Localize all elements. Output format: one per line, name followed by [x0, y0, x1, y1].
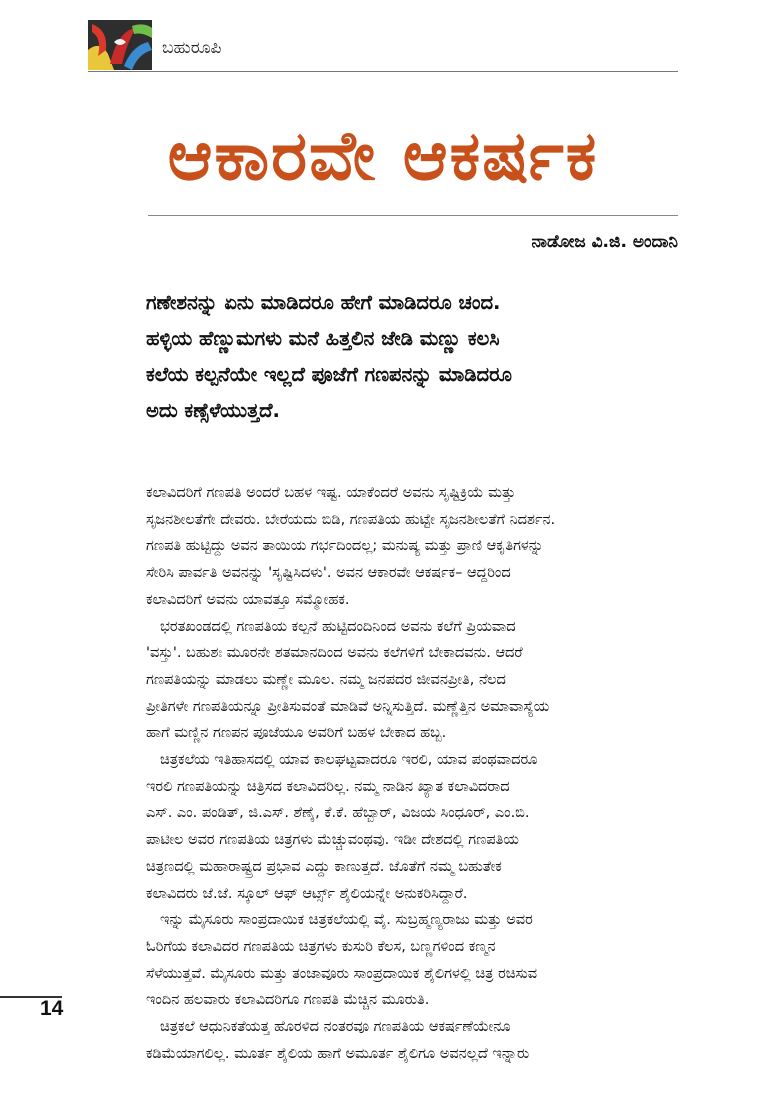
body-line: ಕಲಾವಿದರು ಜೆ.ಜೆ. ಸ್ಕೂಲ್ ಆಫ್ ಆರ್ಟ್ಸ್ ಶೈಲಿಯನ್ನೇ ಅನುಕರಿಸಿದ್ದಾರೆ.: [146, 885, 468, 902]
body-line: ಇರಲಿ ಗಣಪತಿಯನ್ನು ಚಿತ್ರಿಸದ ಕಲಾವಿದರಿಲ್ಲ. ನಮ್ಮ ನಾಡಿನ ಖ್ಯಾತ ಕಲಾವಿದರಾದ: [146, 778, 510, 795]
bahuroopi-logo: [88, 20, 152, 70]
article-intro: [146, 285, 666, 429]
body-line: ಕಲಾವಿದರಿಗೆ ಗಣಪತಿ ಅಂದರೆ ಬಹಳ ಇಷ್ಟ. ಯಾಕೆಂದರೆ ಅವನು ಸೃಷ್ಟಿಕ್ರಿಯೆ ಮತ್ತು: [146, 485, 516, 501]
article-author: ನಾಡೋಜ ವಿ.ಜಿ. ಅಂದಾನಿ: [531, 232, 678, 252]
body-line: ಕಲಾವಿದರಿಗೆ ಅವನು ಯಾವತ್ತೂ ಸಮ್ಮೋಹಕ.: [146, 591, 350, 608]
body-line: ಚಿತ್ರಕಲೆಯ ಇತಿಹಾಸದಲ್ಲಿ ಯಾವ ಕಾಲಘಟ್ಟವಾದರೂ ಇರಲಿ, ಯಾವ ಪಂಥವಾದರೂ: [160, 752, 538, 769]
body-line: ಗಣಪತಿ ಹುಟ್ಟಿದ್ದು ಅವನ ತಾಯಿಯ ಗರ್ಭದಿಂದಲ್ಲ; ಮನುಷ್ಯ ಮತ್ತು ಪ್ರಾಣಿ ಆಕೃತಿಗಳನ್ನು: [146, 538, 544, 555]
body-line: ಪ್ರೀತಿಗಳೇ ಗಣಪತಿಯನ್ನೂ ಪ್ರೀತಿಸುವಂತೆ ಮಾಡಿವೆ ಅನ್ನಿಸುತ್ತಿದೆ. ಮಣ್ಣೆತ್ತಿನ ಅಮಾವಾಸ್ಯೆಯ: [146, 698, 550, 715]
body-line: ಇಂದಿನ ಹಲವಾರು ಕಲಾವಿದರಿಗೂ ಗಣಪತಿ ಮೆಚ್ಚಿನ ಮೂರುತಿ.: [146, 992, 430, 1009]
intro-line: ಅದು ಕಣ್ಸೆಳೆಯುತ್ತದೆ.: [146, 399, 280, 422]
body-line: ಸೃಜನಶೀಲತೆಗೇ ದೇವರು. ಬೇರೆಯದು ಬಿಡಿ, ಗಣಪತಿಯ ಹುಟ್ಟೇ ಸೃಜನಶೀಲತೆಗೆ ನಿದರ್ಶನ.: [146, 511, 556, 528]
body-line: ಚಿತ್ರಕಲೆ ಆಧುನಿಕತೆಯತ್ತ ಹೊರಳಿದ ನಂತರವೂ ಗಣಪತಿಯ ಆಕರ್ಷಣೆಯೇನೂ: [160, 1019, 511, 1036]
body-line: ಓರಿಗೆಯ ಕಲಾವಿದರ ಗಣಪತಿಯ ಚಿತ್ರಗಳು ಕುಸುರಿ ಕೆಲಸ, ಬಣ್ಣಗಳಿಂದ ಕಣ್ಮನ: [146, 938, 496, 955]
body-line: ಕಡಿಮೆಯಾಗಲಿಲ್ಲ. ಮೂರ್ತ ಶೈಲಿಯ ಹಾಗೆ ಅಮೂರ್ತ ಶೈಲಿಗೂ ಅವನಲ್ಲದೆ ಇನ್ನಾರು: [146, 1045, 530, 1062]
body-line: ಪಾಟೀಲ ಅವರ ಗಣಪತಿಯ ಚಿತ್ರಗಳು ಮೆಚ್ಚುವಂಥವು. ಇಡೀ ದೇಶದಲ್ಲಿ ಗಣಪತಿಯ: [146, 832, 519, 849]
body-line: ಸೆಳೆಯುತ್ತವೆ. ಮೈಸೂರು ಮತ್ತು ತಂಜಾವೂರು ಸಾಂಪ್ರದಾಯಿಕ ಶೈಲಿಗಳಲ್ಲಿ ಚಿತ್ರ ರಚಿಸುವ: [146, 965, 538, 982]
body-line: ಭರತಖಂಡದಲ್ಲಿ ಗಣಪತಿಯ ಕಲ್ಪನೆ ಹುಟ್ಟಿದಂದಿನಿಂದ ಅವನು ಕಲೆಗೆ ಪ್ರಿಯವಾದ: [160, 618, 516, 635]
body-line: ಹಾಗೆ ಮಣ್ಣಿನ ಗಣಪನ ಪೂಜೆಯೂ ಅವರಿಗೆ ಬಹಳ ಬೇಕಾದ ಹಬ್ಬ.: [146, 725, 447, 742]
header-divider: [88, 71, 678, 72]
intro-line: ಕಲೆಯ ಕಲ್ಪನೆಯೇ ಇಲ್ಲದೆ ಪೂಜೆಗೆ ಗಣಪನನ್ನು ಮಾಡಿದರೂ: [146, 363, 512, 386]
title-divider: [148, 215, 678, 216]
body-line: ಚಿತ್ರಣದಲ್ಲಿ ಮಹಾರಾಷ್ಟ್ರದ ಪ್ರಭಾವ ಎದ್ದು ಕಾಣುತ್ತದೆ. ಜೊತೆಗೆ ನಮ್ಮ ಬಹುತೇಕ: [146, 858, 502, 875]
body-line: ಎಸ್. ಎಂ. ಪಂಡಿತ್, ಜಿ.ಎಸ್. ಶೆಣೈ, ಕೆ.ಕೆ. ಹೆಬ್ಬಾರ್, ವಿಜಯ ಸಿಂಧೂರ್, ಎಂ.ಬಿ.: [146, 805, 530, 822]
body-line: 'ವಸ್ತು'. ಬಹುಶಃ ಮೂರನೇ ಶತಮಾನದಿಂದ ಅವನು ಕಲೆಗಳಿಗೆ ಬೇಕಾದವನು. ಆದರೆ: [146, 645, 523, 662]
intro-line: ಗಣೇಶನನ್ನು ಏನು ಮಾಡಿದರೂ ಹೇಗೆ ಮಾಡಿದರೂ ಚಂದ.: [146, 291, 501, 314]
body-line: ಗಣಪತಿಯನ್ನು ಮಾಡಲು ಮಣ್ಣೇ ಮೂಲ. ನಮ್ಮ ಜನಪದರ ಜೀವನಪ್ರೀತಿ, ನೆಲದ: [146, 671, 506, 688]
section-label: ಬಹುರೂಪಿ: [162, 38, 222, 58]
body-line: ಸೇರಿಸಿ ಪಾರ್ವತಿ ಅವನನ್ನು 'ಸೃಷ್ಟಿಸಿದಳು'. ಅವನ ಆಕಾರವೇ ಆಕರ್ಷಕ– ಆದ್ದರಿಂದ: [146, 565, 511, 582]
body-line: ಇನ್ನು ಮೈಸೂರು ಸಾಂಪ್ರದಾಯಿಕ ಚಿತ್ರಕಲೆಯಲ್ಲಿ ವೈ. ಸುಬ್ರಹ್ಮಣ್ಯರಾಜು ಮತ್ತು ಅವರ: [160, 912, 533, 929]
intro-line: ಹಳ್ಳಿಯ ಹೆಣ್ಣುಮಗಳು ಮನೆ ಹಿತ್ತಲಿನ ಜೇಡಿ ಮಣ್ಣು ಕಲಸಿ: [146, 327, 500, 350]
page-number: 14: [40, 997, 64, 1020]
article-title: ಆಕಾರವೇ ಆಕರ್ಷಕ: [167, 117, 599, 196]
article-body: [146, 480, 656, 1067]
